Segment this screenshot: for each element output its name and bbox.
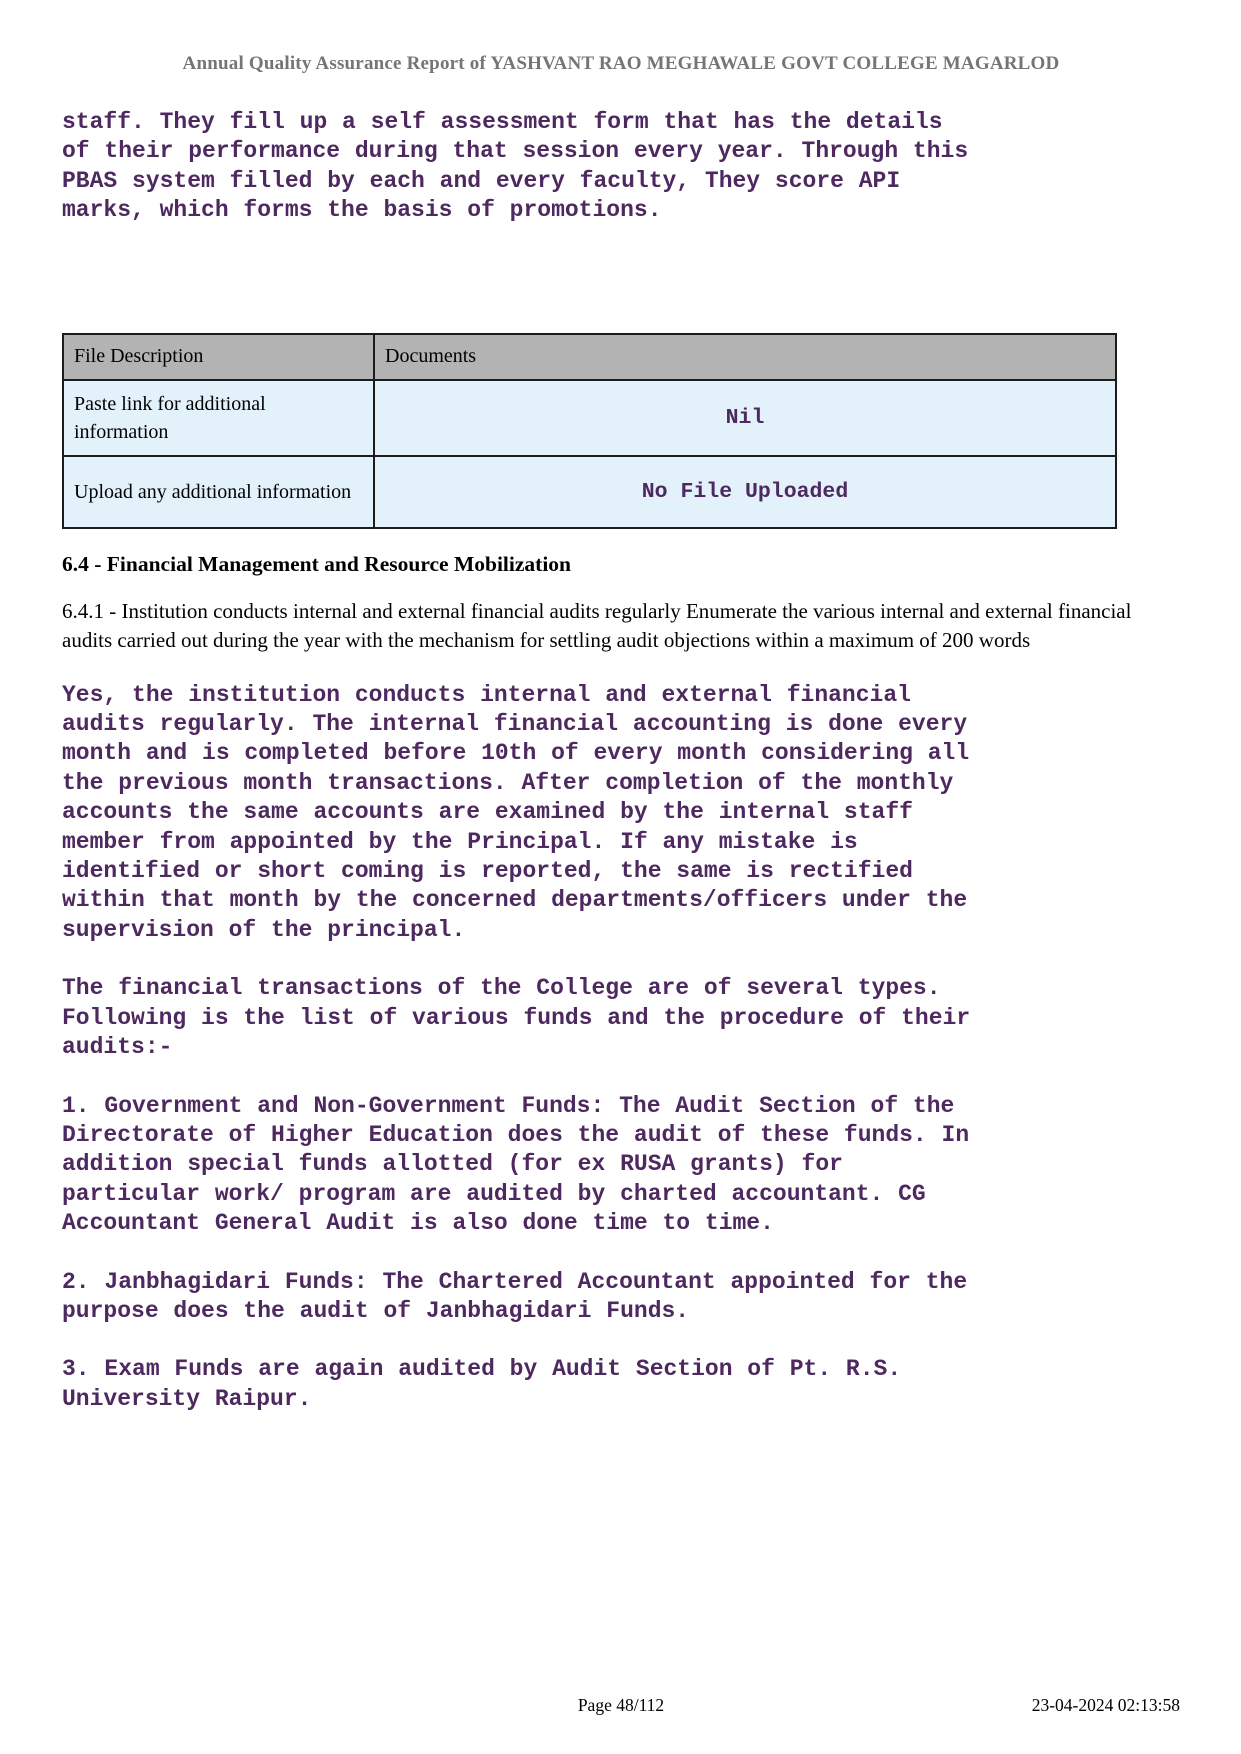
question-6-4-1: 6.4.1 - Institution conducts internal and external financial audits regularly Enumerate the various internal and external financial audits carried out during the year with the mechanism for settling audit objections within a maximum of 200 words xyxy=(62,598,1132,653)
answer-paragraph-4: 2. Janbhagidari Funds: The Chartered Accountant appointed for the purpose does the audit of Janbhagidari Funds. xyxy=(62,1268,968,1324)
section-heading-6-4: 6.4 - Financial Management and Resource Mobilization xyxy=(62,551,572,576)
answer-paragraph-5: 3. Exam Funds are again audited by Audit Section of Pt. R.S. University Raipur. xyxy=(62,1356,902,1412)
page-number: Page 48/112 xyxy=(577,1695,665,1715)
answer-block xyxy=(62,681,1180,1415)
table-header-documents: Documents xyxy=(374,334,1116,380)
answer-paragraph-1: Yes, the institution conducts internal and external financial audits regularly. The internal financial accounting is done every month and is completed before 10th of every month considering all the previous month transactions. After completion of the monthly accounts the same accounts are examined by the internal staff member from appointed by the Principal. If any mistake is identified or short coming is reported, the same is rectified within that month by the concerned departments/officers under the supervision of the principal. xyxy=(62,681,970,943)
intro-paragraph: staff. They fill up a self assessment form that has the details of their performance during that session every year. Through this PBAS system filled by each and every faculty, They score API marks, which forms the basis of promotions. xyxy=(62,109,969,224)
table-header-file-description: File Description xyxy=(63,334,374,380)
file-description-cell: Paste link for additional information xyxy=(63,380,374,456)
documents-cell: Nil xyxy=(374,380,1116,456)
table-row xyxy=(63,456,1116,528)
timestamp: 23-04-2024 02:13:58 xyxy=(1031,1695,1180,1715)
table-row xyxy=(63,380,1116,456)
table-header-row xyxy=(63,334,1116,380)
file-description-cell: Upload any additional information xyxy=(63,456,374,528)
page-footer xyxy=(62,1695,1180,1719)
answer-paragraph-3: 1. Government and Non-Government Funds: The Audit Section of the Directorate of Higher Education does the audit of these funds. In addition special funds allotted (for ex RUSA grants) for particular work/ program are audited by charted accountant. CG Accountant General Audit is also done time to time. xyxy=(62,1092,970,1237)
answer-paragraph-2: The financial transactions of the College are of several types. Following is the list of various funds and the procedure of their audits:- xyxy=(62,975,971,1061)
documents-cell: No File Uploaded xyxy=(374,456,1116,528)
report-title: Annual Quality Assurance Report of YASHVANT RAO MEGHAWALE GOVT COLLEGE MAGARLOD xyxy=(182,53,1060,74)
file-description-table xyxy=(62,333,1117,529)
